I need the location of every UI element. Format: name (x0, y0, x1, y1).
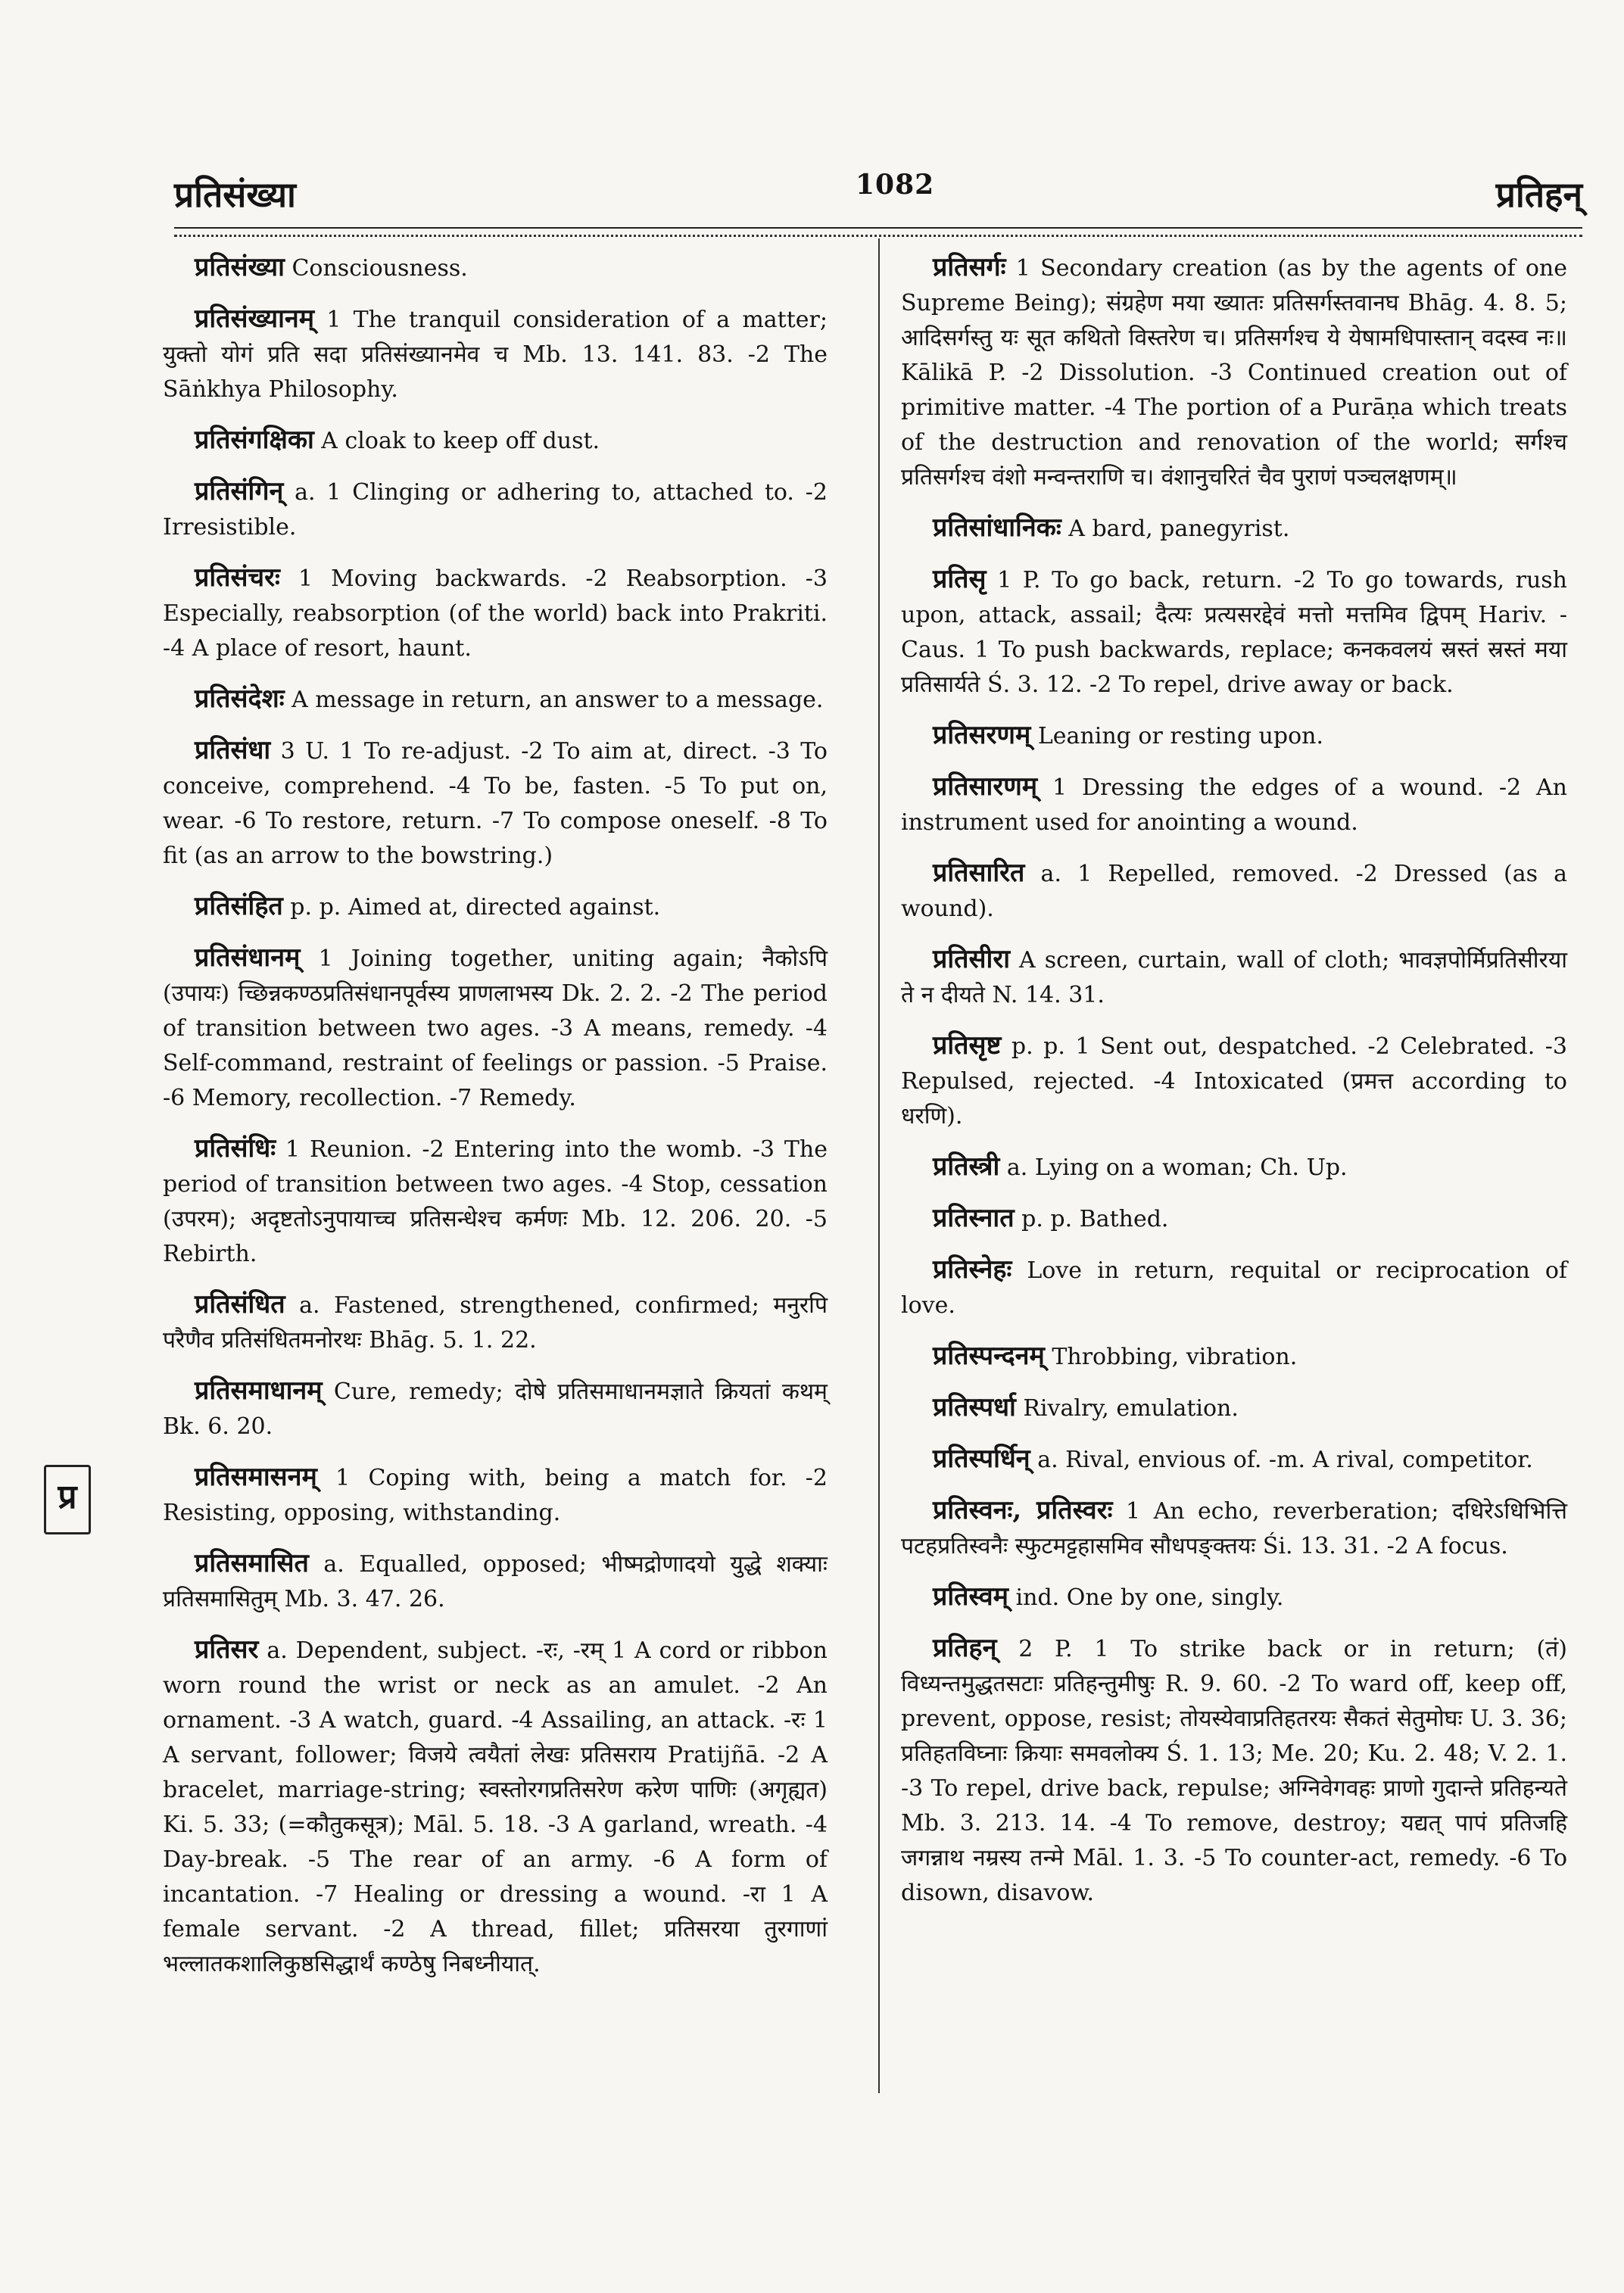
thumb-index-tab: प्र (44, 1465, 91, 1534)
entry-headword: प्रतिस्पर्धिन् (933, 1444, 1030, 1474)
entry-headword: प्रतिसंधित (195, 1289, 285, 1319)
entry-definition: a. Rival, envious of. -m. A rival, competitor. (1030, 1447, 1533, 1473)
entry-headword: प्रतिस्पर्धा (933, 1392, 1016, 1422)
dictionary-entry (901, 1493, 1567, 1564)
entry-definition: p. p. Aimed at, directed against. (282, 894, 661, 921)
entry-definition: A screen, curtain, wall of cloth; भावज्ञपोर्मिप्रतिसीरया ते न दीयते N. 14. 31. (901, 947, 1567, 1008)
entry-headword: प्रतिस्त्री (933, 1151, 1000, 1182)
entry-headword: प्रतिस्पन्दनम् (933, 1341, 1045, 1371)
entry-definition: A message in return, an answer to a message. (284, 687, 824, 713)
dictionary-entry (163, 733, 828, 874)
entry-definition: a. Dependent, subject. -रः, -रम् 1 A cord or ribbon worn round the wrist or neck as an amulet. -2 An ornament. -3 A watch, guard. -4 Assailing, an attack. -रः 1 A servant, follower; विजये त्वयैतां लेखः प्रतिसराय Pratijñā. -2 A bracelet, marriage-string; स्वस्तोरगप्रतिसरेण करेण पाणिः (अगृह्यत) Ki. 5. 33; (=कौतुकसूत्र); Māl. 5. 18. -3 A garland, wreath. -4 Day-break. -5 The rear of an army. -6 A form of incantation. -7 Healing or dressing a wound. -रा 1 A female servant. -2 A thread, fillet; प्रतिसरया तुरगाणां भल्लातकशालिकुष्ठसिद्धार्थं कण्ठेषु निबध्नीयात्. (163, 1637, 828, 1977)
dictionary-entry (163, 301, 828, 407)
entry-headword: प्रतिस्नेहः (933, 1254, 1012, 1285)
dictionary-entry (901, 1631, 1567, 1911)
dictionary-entry (901, 1201, 1567, 1237)
header-rule (174, 227, 1582, 229)
entry-definition: p. p. 1 Sent out, despatched. -2 Celebrated. -3 Repulsed, rejected. -4 Intoxicated (प्रमत्त according to धरणि). (901, 1033, 1567, 1129)
left-column (163, 250, 828, 1997)
entry-headword: प्रतिसंख्या (195, 252, 285, 282)
dictionary-entry (901, 1028, 1567, 1134)
entry-headword: प्रतिसीरा (933, 944, 1011, 974)
dictionary-entry (163, 250, 828, 286)
dictionary-entry (901, 718, 1567, 754)
entry-headword: प्रतिसंधानम् (195, 942, 301, 973)
dictionary-entry (163, 1632, 828, 1982)
entry-definition: 1 Reunion. -2 Entering into the womb. -3 The period of transition between two ages. -4 Stop, cessation (उपरम); अदृष्टतोऽनुपायाच्च प्रतिसन्धेश्च कर्मणः Mb. 12. 206. 20. -5 Rebirth. (163, 1136, 828, 1267)
entry-definition: 1 Secondary creation (as by the agents of one Supreme Being); संग्रहेण मया ख्यातः प्रतिसर्गस्तवानघ Bhāg. 4. 8. 5; आदिसर्गस्तु यः सूत कथितो विस्तरेण च। प्रतिसर्गश्च ये येषामधिपास्तान् वदस्व नः॥ Kālikā P. -2 Dissolution. -3 Continued creation out of primitive matter. -4 The portion of a Purāṇa which treats of the destruction and renovation of the world; सर्गश्च प्रतिसर्गश्च वंशो मन्वन्तराणि च। वंशानुचरितं चैव पुराणं पञ्चलक्षणम्॥ (901, 255, 1567, 491)
entry-definition: Throbbing, vibration. (1044, 1344, 1298, 1370)
entry-headword: प्रतिस्नात (933, 1203, 1015, 1233)
entry-headword: प्रतिसमासनम् (195, 1462, 317, 1492)
dictionary-entry (901, 562, 1567, 703)
entry-headword: प्रतिसांधानिकः (933, 512, 1061, 543)
entry-definition: p. p. Bathed. (1014, 1206, 1169, 1232)
dictionary-entry (901, 855, 1567, 927)
entry-headword: प्रतिसारणम् (933, 771, 1038, 802)
entry-definition: Consciousness. (284, 255, 468, 282)
entry-definition: 1 Dressing the edges of a wound. -2 An instrument used for anointing a wound. (901, 774, 1567, 836)
entry-definition: 1 P. To go back, return. -2 To go towards, rush upon, attack, assail; दैत्यः प्रत्यसरद्देवं मत्तो मत्तमिव द्विपम् Hariv. -Caus. 1 To push backwards, replace; कनकवलयं स्रस्तं स्रस्तं मया प्रतिसार्यते Ś. 3. 12. -2 To repel, drive away or back. (901, 567, 1567, 698)
right-column (901, 250, 1567, 1926)
entry-definition: 1 The tranquil consideration of a matter; युक्तो योगं प्रति सदा प्रतिसंख्यानमेव च Mb. 13. 141. 83. -2 The Sāṅkhya Philosophy. (163, 307, 828, 403)
entry-headword: प्रतिसंधा (195, 735, 271, 765)
entry-definition: Leaning or resting upon. (1030, 723, 1324, 749)
page-number: 1082 (856, 169, 935, 201)
entry-definition: A bard, panegyrist. (1061, 516, 1290, 542)
entry-definition: a. Fastened, strengthened, confirmed; मनुरपि परैणैव प्रतिसंधितमनोरथः Bhāg. 5. 1. 22. (163, 1292, 828, 1354)
entry-headword: प्रतिसंदेशः (195, 684, 285, 714)
entry-headword: प्रतिसंधिः (195, 1133, 276, 1164)
dictionary-entry (901, 1252, 1567, 1323)
entry-definition: 1 Joining together, uniting again; नैकोऽपि (उपायः) च्छिन्नकण्ठप्रतिसंधानपूर्वस्य प्राणलाभस्य Dk. 2. 2. -2 The period of transition between two ages. -3 A means, remedy. -4 Self-command, restraint of feelings or passion. -5 Praise. -6 Memory, recollection. -7 Remedy. (163, 946, 828, 1111)
dictionary-entry (163, 1546, 828, 1617)
entry-headword: प्रतिसंगक्षिका (195, 425, 314, 455)
entry-headword: प्रतिसर (195, 1634, 259, 1665)
entry-definition: A cloak to keep off dust. (313, 428, 600, 454)
dictionary-entry (163, 1287, 828, 1358)
column-divider (878, 238, 880, 2093)
dictionary-entry (163, 1460, 828, 1531)
dictionary-entry (901, 250, 1567, 495)
entry-headword: प्रतिसमासित (195, 1548, 309, 1578)
dictionary-entry (163, 681, 828, 718)
dictionary-entry (901, 769, 1567, 840)
dictionary-entry (901, 1338, 1567, 1375)
entry-definition: 1 An echo, reverberation; दधिरेऽधिभित्ति पटहप्रतिस्वनैः स्फुटमट्टहासमिव सौधपङ्क्तयः Śi. 13. 31. -2 A focus. (901, 1498, 1568, 1559)
entry-definition: 1 Coping with, being a match for. -2 Resisting, opposing, withstanding. (163, 1465, 828, 1526)
entry-headword: प्रतिहन् (933, 1633, 997, 1663)
dictionary-entry (163, 474, 828, 545)
dictionary-entry (163, 422, 828, 459)
entry-definition: 3 U. 1 To re-adjust. -2 To aim at, direct. -3 To conceive, comprehend. -4 To be, fasten. -5 To put on, wear. -6 To restore, return. -7 To compose oneself. -8 To fit (as an arrow to the bowstring.) (163, 738, 828, 869)
dictionary-entry (901, 1441, 1567, 1478)
entry-headword: प्रतिस्वनः, प्रतिस्वरः (933, 1495, 1113, 1525)
entry-definition: 2 P. 1 To strike back or in return; (तं) विध्यन्तमुद्धतसटाः प्रतिहन्तुमीषुः R. 9. 60. -2 To ward off, keep off, prevent, oppose, resist; तोयस्येवाप्रतिहतरयः सैकतं सेतुमोघः U. 3. 36; प्रतिहतविघ्नाः क्रियाः समवलोक्य Ś. 1. 13; Me. 20; Ku. 2. 48; V. 2. 1. -3 To repel, drive back, repulse; अग्निवेगवहः प्राणो गुदान्ते प्रतिहन्यते Mb. 3. 213. 14. -4 To remove, destroy; यद्यत् पापं प्रतिजहि जगन्नाथ नम्रस्य तन्मे Māl. 1. 3. -5 To counter-act, remedy. -6 To disown, disavow. (901, 1636, 1567, 1906)
entry-headword: प्रतिसरणम् (933, 720, 1031, 750)
entry-definition: Cure, remedy; दोषे प्रतिसमाधानमज्ञाते क्रियतां कथम् Bk. 6. 20. (163, 1379, 828, 1440)
entry-definition: Rivalry, emulation. (1015, 1395, 1239, 1422)
dictionary-entry (163, 560, 828, 666)
dictionary-entry (901, 1390, 1567, 1426)
entry-headword: प्रतिसंख्यानम् (195, 304, 315, 334)
entry-headword: प्रतिस्वम् (933, 1581, 1008, 1612)
dictionary-entry (163, 1373, 828, 1444)
entry-headword: प्रतिसृष्ट (933, 1030, 1002, 1061)
entry-headword: प्रतिसर्गः (933, 252, 1006, 282)
right-guide-word: प्रतिहन् (1495, 174, 1582, 215)
entry-definition: 1 Moving backwards. -2 Reabsorption. -3 Especially, reabsorption (of the world) back into Prakriti. -4 A place of resort, haunt. (163, 565, 828, 662)
entry-headword: प्रतिसमाधानम् (195, 1375, 323, 1406)
entry-headword: प्रतिसंचरः (195, 562, 280, 593)
entry-definition: a. Equalled, opposed; भीष्मद्रोणादयो युद्धे शक्याः प्रतिसमासितुम् Mb. 3. 47. 26. (163, 1551, 828, 1612)
dictionary-entry (901, 1149, 1567, 1185)
entry-headword: प्रतिसारित (933, 858, 1025, 888)
dictionary-entry (901, 942, 1567, 1013)
left-guide-word: प्रतिसंख्या (174, 174, 296, 215)
dictionary-entry (901, 1579, 1567, 1615)
entry-headword: प्रतिसृ (933, 564, 987, 594)
entry-definition: ind. One by one, singly. (1008, 1584, 1284, 1611)
page-header (174, 155, 1582, 216)
entry-definition: Love in return, requital or reciprocation of love. (901, 1257, 1567, 1319)
dictionary-entry (901, 510, 1567, 547)
entry-headword: प्रतिसंगिन् (195, 476, 284, 506)
entry-headword: प्रतिसंहित (195, 891, 283, 921)
dictionary-entry (163, 940, 828, 1116)
dictionary-entry (163, 889, 828, 925)
dictionary-entry (163, 1131, 828, 1272)
header-dotted-rule (174, 235, 1582, 237)
entry-definition: a. Lying on a woman; Ch. Up. (999, 1154, 1348, 1181)
entry-definition: a. 1 Clinging or adhering to, attached to. -2 Irresistible. (163, 479, 828, 541)
entry-definition: a. 1 Repelled, removed. -2 Dressed (as a wound). (901, 861, 1567, 922)
